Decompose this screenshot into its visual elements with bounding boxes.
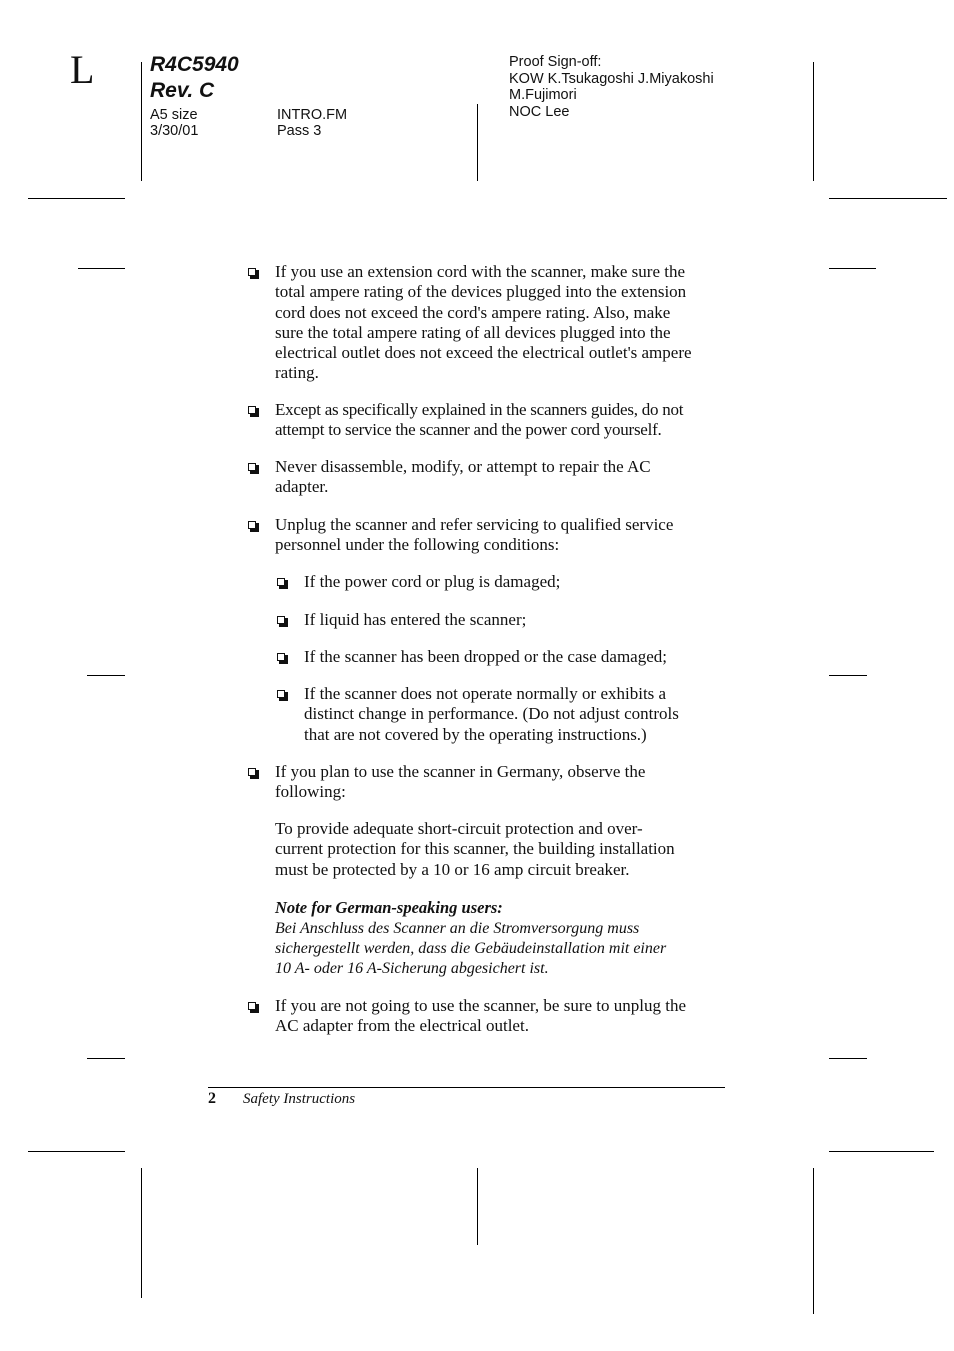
sub-list-item xyxy=(304,610,734,630)
text-line: If liquid has entered the scanner; xyxy=(304,610,527,629)
germany-paragraph xyxy=(275,819,735,880)
bullet-icon xyxy=(248,1002,259,1013)
crop-mark xyxy=(477,104,478,181)
text-line: electrical outlet does not exceed the electrical outlet's ampere xyxy=(275,343,692,363)
crop-mark xyxy=(87,675,125,676)
text-line: Bei Anschluss des Scanner an die Stromversorgung muss xyxy=(275,920,640,937)
file-name: INTRO.FM xyxy=(277,107,348,123)
text-line: sichergestellt werden, dass die Gebäudeinstallation mit einer xyxy=(275,940,667,957)
proof-signers: M.Fujimori xyxy=(509,87,577,103)
text-line: If the scanner does not operate normally or exhibits a xyxy=(304,684,667,703)
bullet-icon xyxy=(277,653,288,664)
text-line: personnel under the following conditions: xyxy=(275,535,560,555)
text-line: that are not covered by the operating instructions.) xyxy=(304,724,647,744)
text-line: If you are not going to use the scanner, be sure to unplug the xyxy=(275,996,686,1015)
crop-mark xyxy=(829,268,876,269)
note-body xyxy=(275,919,735,979)
crop-mark xyxy=(141,62,142,181)
text-line: attempt to service the scanner and the power cord yourself. xyxy=(275,420,662,440)
sub-list-item xyxy=(304,647,734,667)
text-line: Never disassemble, modify, or attempt to repair the AC xyxy=(275,457,651,476)
text-line: current protection for this scanner, the building installation xyxy=(275,839,675,859)
text-line: If the scanner has been dropped or the case damaged; xyxy=(304,647,667,666)
bullet-icon xyxy=(248,406,259,417)
text-line: 10 A- oder 16 A-Sicherung abgesichert ist. xyxy=(275,960,549,977)
section-title: Safety Instructions xyxy=(243,1091,356,1107)
text-line: following: xyxy=(275,782,346,802)
text-line: distinct change in performance. (Do not adjust controls xyxy=(304,704,679,724)
crop-mark xyxy=(477,1168,478,1245)
list-item xyxy=(275,457,735,498)
crop-mark xyxy=(28,1151,125,1152)
doc-code: R4C5940 xyxy=(150,53,239,76)
text-line: If the power cord or plug is damaged; xyxy=(304,572,561,591)
crop-mark xyxy=(829,1058,867,1059)
text-line: must be protected by a 10 or 16 amp circuit breaker. xyxy=(275,859,630,879)
doc-revision: Rev. C xyxy=(150,79,215,102)
text-line: Except as specifically explained in the scanners guides, do not xyxy=(275,400,684,419)
bullet-icon xyxy=(248,521,259,532)
text-line: cord does not exceed the cord's ampere rating. Also, make xyxy=(275,302,671,322)
list-item xyxy=(275,996,735,1037)
text-line: AC adapter from the electrical outlet. xyxy=(275,1016,529,1036)
bullet-icon xyxy=(277,578,288,589)
sub-list-item xyxy=(304,684,734,745)
crop-mark xyxy=(829,675,867,676)
footer-rule xyxy=(208,1087,725,1088)
text-line: sure the total ampere rating of all devices plugged into the xyxy=(275,322,671,342)
page-number: 2 xyxy=(208,1090,216,1107)
bullet-icon xyxy=(248,768,259,779)
doc-date: 3/30/01 xyxy=(150,123,199,139)
text-line: adapter. xyxy=(275,477,329,497)
bullet-icon xyxy=(248,463,259,474)
proof-signers: NOC Lee xyxy=(509,104,570,120)
list-item xyxy=(275,762,735,803)
crop-mark xyxy=(141,1168,142,1298)
page-size: A5 size xyxy=(150,107,198,123)
text-line: total ampere rating of the devices plugged into the extension xyxy=(275,282,687,302)
bullet-icon xyxy=(277,616,288,627)
text-line: rating. xyxy=(275,363,319,383)
crop-mark xyxy=(829,1151,934,1152)
crop-mark xyxy=(829,198,947,199)
crop-mark xyxy=(78,268,125,269)
sub-list-item xyxy=(304,572,734,592)
list-item xyxy=(275,515,735,556)
list-item xyxy=(275,400,735,441)
crop-mark xyxy=(813,62,814,181)
page-side-letter: L xyxy=(70,47,95,92)
pass-number: Pass 3 xyxy=(277,123,322,139)
crop-mark xyxy=(813,1168,814,1314)
bullet-icon xyxy=(248,268,259,279)
text-line: Unplug the scanner and refer servicing to qualified service xyxy=(275,515,674,534)
proof-label: Proof Sign-off: xyxy=(509,54,602,70)
bullet-icon xyxy=(277,690,288,701)
list-item xyxy=(275,262,735,384)
text-line: To provide adequate short-circuit protection and over- xyxy=(275,819,643,838)
crop-mark xyxy=(28,198,125,199)
text-line: If you plan to use the scanner in Germany, observe the xyxy=(275,762,646,781)
crop-mark xyxy=(87,1058,125,1059)
proof-signers: KOW K.Tsukagoshi J.Miyakoshi xyxy=(509,71,714,87)
text-line: If you use an extension cord with the scanner, make sure the xyxy=(275,262,686,281)
note-heading: Note for German-speaking users: xyxy=(275,898,503,917)
